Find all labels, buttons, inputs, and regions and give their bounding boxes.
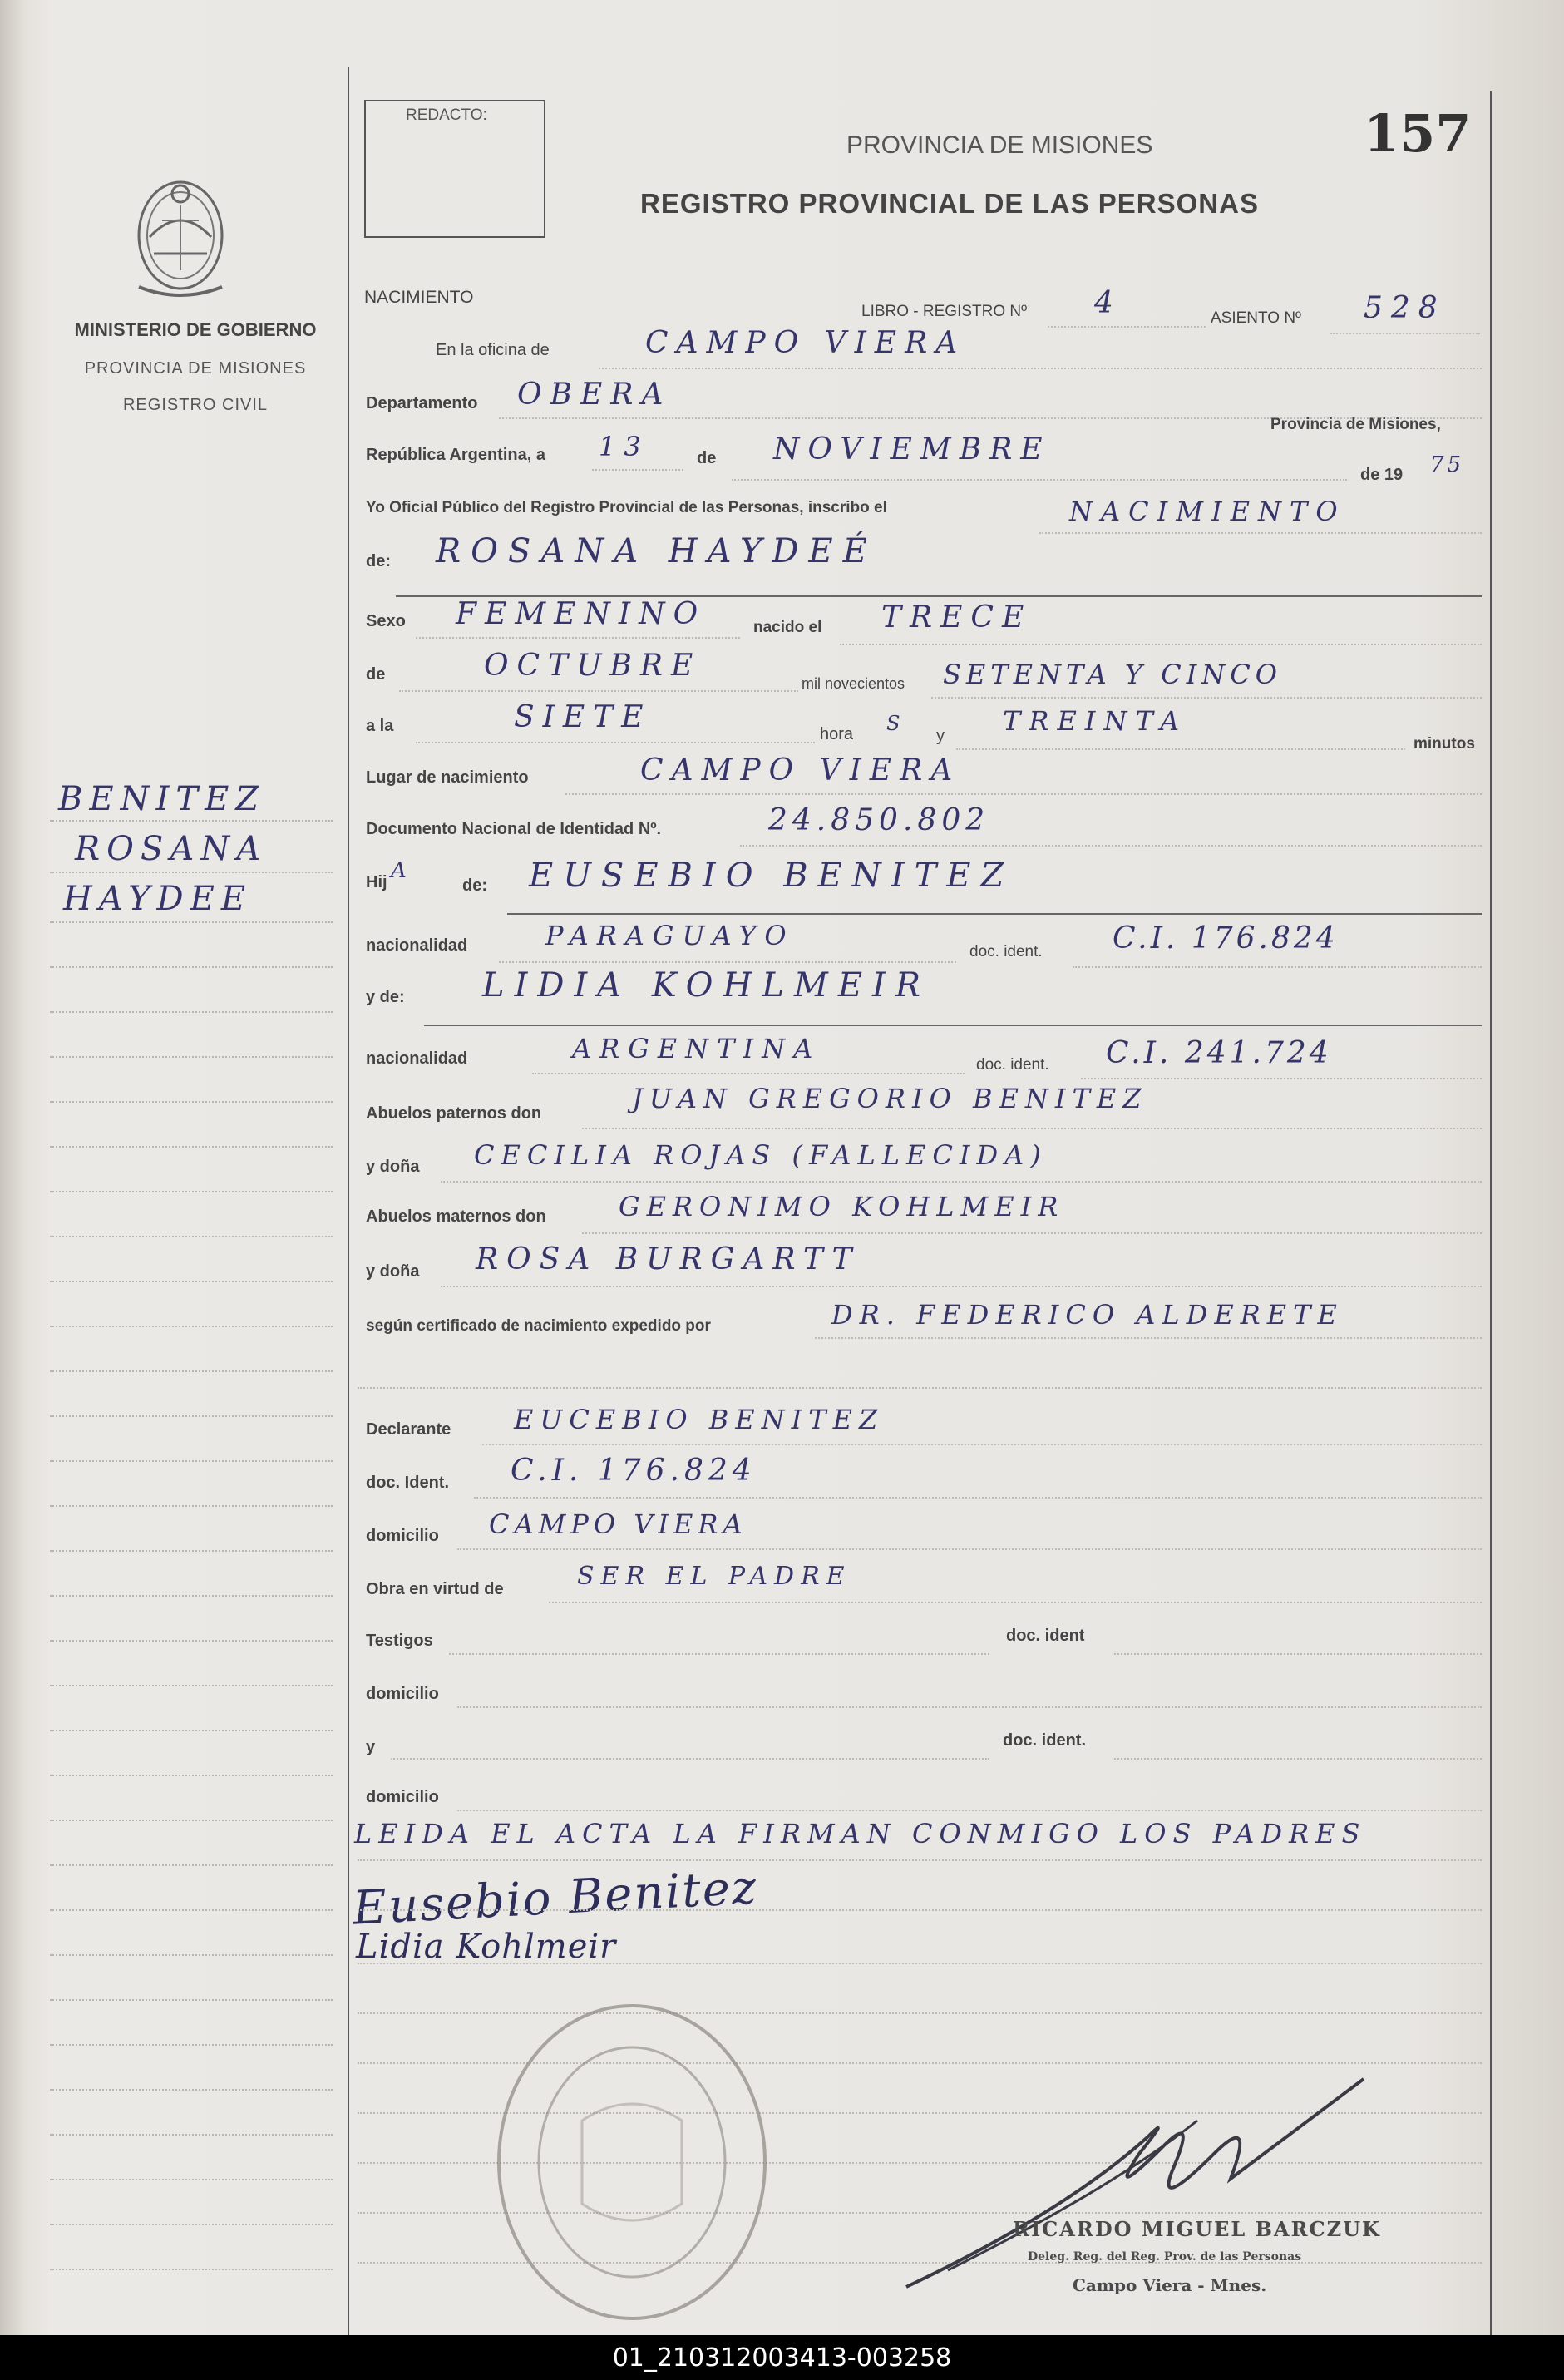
header-province: PROVINCIA DE MISIONES: [846, 131, 1153, 159]
doc-ident-madre-label: doc. ident.: [976, 1056, 1049, 1074]
header-registry-title: REGISTRO PROVINCIAL DE LAS PERSONAS: [640, 188, 1259, 219]
domicilio-declarante-label: domicilio: [366, 1527, 439, 1545]
nacimiento-label: NACIMIENTO: [364, 288, 474, 307]
margin-rule: [50, 1505, 333, 1507]
rule: [457, 1548, 1482, 1550]
margin-rule: [50, 1011, 333, 1013]
margin-rule: [50, 1595, 333, 1597]
hij-suffix-value: A: [391, 858, 412, 883]
y-label: y: [936, 727, 945, 745]
margin-rule: [50, 1146, 333, 1148]
anio-nacimiento-value: SETENTA Y CINCO: [943, 659, 1282, 690]
rule: [840, 644, 1482, 645]
left-border-rule: [348, 67, 349, 2337]
margin-rule: [50, 1101, 333, 1103]
rule: [599, 368, 1482, 369]
sexo-value: FEMENINO: [456, 597, 707, 631]
margin-rule: [50, 1415, 333, 1417]
y-dona-materna-label: y doña: [366, 1262, 420, 1281]
margin-rule: [50, 1056, 333, 1058]
rule: [582, 1232, 1482, 1234]
declarante-label: Declarante: [366, 1420, 451, 1439]
rule: [815, 1337, 1482, 1339]
page-number: 157: [1364, 103, 1472, 164]
rule: [565, 793, 1482, 795]
rule: [740, 845, 1482, 847]
margin-rule: [50, 1730, 333, 1731]
de-colon-label: de:: [366, 552, 391, 570]
declarante-value: EUCEBIO BENITEZ: [514, 1404, 885, 1435]
lugar-value: CAMPO VIERA: [640, 753, 961, 788]
official-location: Campo Viera - Mnes.: [1073, 2275, 1267, 2295]
rule: [732, 479, 1347, 481]
rule: [1114, 1653, 1482, 1655]
margin-rule: [50, 1550, 333, 1552]
oficina-label: En la oficina de: [436, 341, 550, 359]
domicilio-declarante-value: CAMPO VIERA: [489, 1508, 747, 1540]
rule: [358, 1909, 1482, 1911]
mes-value: NOVIEMBRE: [773, 432, 1051, 467]
margin-rule: [50, 1864, 333, 1866]
margin-rule: [50, 1775, 333, 1776]
mes-nacimiento-value: OCTUBRE: [484, 649, 702, 683]
abuela-materna-value: ROSA BURGARTT: [476, 1242, 861, 1276]
dni-value: 24.850.802: [768, 803, 990, 837]
official-name: RICARDO MIGUEL BARCZUK: [1013, 2217, 1381, 2241]
margin-rule: [50, 2179, 333, 2180]
anio-value: 75: [1430, 452, 1465, 477]
rule: [441, 1286, 1482, 1287]
margin-rule: [50, 1460, 333, 1462]
margin-rule: [50, 1954, 333, 1956]
rule: [582, 1128, 1482, 1129]
sexo-label: Sexo: [366, 612, 406, 630]
rule: [1081, 1078, 1482, 1079]
y-de-label: y de:: [366, 988, 405, 1006]
acto-value: NACIMIENTO: [1069, 496, 1346, 527]
nacionalidad-madre-label: nacionalidad: [366, 1049, 468, 1068]
margin-rule: [50, 872, 333, 873]
margin-rule: [50, 1281, 333, 1282]
margin-rule: [50, 966, 333, 968]
rule: [1330, 333, 1480, 334]
rule: [457, 1706, 1482, 1708]
rule: [499, 961, 956, 963]
obra-label: Obra en virtud de: [366, 1580, 504, 1598]
nacionalidad-padre-value: PARAGUAYO: [545, 920, 795, 951]
yo-oficial-label: Yo Oficial Público del Registro Provincial de las Personas, inscribo el: [366, 499, 887, 516]
minutos-label: minutos: [1414, 735, 1475, 753]
rule: [474, 1497, 1482, 1499]
margin-annotation-name: ROSANA: [75, 830, 268, 868]
de19-label: de 19: [1360, 466, 1404, 484]
departamento-value: OBERA: [517, 378, 672, 412]
margin-rule: [50, 820, 333, 822]
madre-value: LIDIA KOHLMEIR: [482, 966, 930, 1005]
rule: [457, 1810, 1482, 1811]
province-crest-icon: [125, 170, 236, 304]
lugar-label: Lugar de nacimiento: [366, 768, 529, 787]
rule: [1114, 1758, 1482, 1760]
a-la-label: a la: [366, 717, 394, 735]
domicilio-testigo2-label: domicilio: [366, 1788, 439, 1806]
asiento-value: 528: [1364, 291, 1446, 325]
margin-rule: [50, 2269, 333, 2270]
doc-padre-value: C.I. 176.824: [1113, 921, 1339, 955]
right-border-rule: [1490, 91, 1492, 2337]
margin-rule: [50, 1820, 333, 1821]
rule: [507, 913, 1482, 915]
libro-value: 4: [1094, 286, 1122, 320]
margin-rule: [50, 1999, 333, 2001]
ministry-label: MINISTERIO DE GOBIERNO: [74, 319, 317, 340]
hora-extra-value: S: [886, 712, 905, 735]
rule: [1073, 966, 1482, 968]
minutos-value: TREINTA: [1003, 705, 1188, 737]
margin-rule: [50, 1236, 333, 1237]
margin-annotation-name2: HAYDEE: [63, 880, 253, 918]
segun-label: según certificado de nacimiento expedido por: [366, 1317, 711, 1335]
image-identifier: 01_210312003413-003258: [612, 2343, 952, 2373]
abuelo-paterno-value: JUAN GREGORIO BENITEZ: [632, 1083, 1148, 1114]
nacionalidad-madre-value: ARGENTINA: [572, 1033, 821, 1064]
margin-rule: [50, 2089, 333, 2091]
mil-novecientos-label: mil novecientos: [802, 675, 905, 692]
hij-label: Hij: [366, 873, 387, 891]
signature-mother: Lidia Kohlmeir: [356, 1928, 617, 1966]
registry-seal-icon: [491, 1996, 773, 2328]
margin-rule: [50, 2044, 333, 2046]
hij-de-label: de:: [462, 876, 487, 895]
dia-value: 13: [599, 431, 649, 462]
y-testigo2-label: y: [366, 1738, 376, 1756]
rule: [358, 1387, 1482, 1389]
padre-value: EUSEBIO BENITEZ: [529, 857, 1014, 895]
margin-rule: [50, 1191, 333, 1192]
oficina-value: CAMPO VIERA: [645, 326, 966, 360]
hora-value: SIETE: [514, 700, 652, 734]
rule: [416, 637, 740, 639]
rule: [358, 1963, 1482, 1964]
rule: [449, 1653, 989, 1655]
certificado-value: DR. FEDERICO ALDERETE: [831, 1299, 1344, 1331]
margin-rule: [50, 1909, 333, 1911]
margin-rule: [50, 1370, 333, 1372]
asiento-label: ASIENTO Nº: [1211, 309, 1301, 327]
civil-registry-label: REGISTRO CIVIL: [122, 396, 269, 414]
margin-rule: [50, 2224, 333, 2225]
rule: [1048, 326, 1206, 328]
abuelos-maternos-label: Abuelos maternos don: [366, 1207, 546, 1226]
nombre-value: ROSANA HAYDEÉ: [436, 532, 877, 570]
domicilio-testigo1-label: domicilio: [366, 1685, 439, 1703]
rule: [931, 697, 1482, 699]
signature-father: Eusebio Benitez: [351, 1860, 759, 1936]
provincia-misiones-label: Provincia de Misiones,: [1270, 416, 1441, 433]
rule: [482, 1444, 1482, 1445]
nacionalidad-padre-label: nacionalidad: [366, 936, 468, 955]
departamento-label: Departamento: [366, 394, 478, 412]
doc-ident-declarante-label: doc. Ident.: [366, 1474, 449, 1492]
de-mes-label: de: [366, 665, 386, 684]
image-identifier-bar: [0, 2335, 1564, 2380]
hora-label: hora: [820, 725, 854, 743]
doc-declarante-value: C.I. 176.824: [511, 1454, 757, 1488]
rule: [416, 742, 815, 743]
rule: [391, 1758, 989, 1760]
redacto-label: REDACTO:: [406, 106, 487, 124]
margin-rule: [50, 921, 333, 923]
rule: [399, 690, 798, 692]
rule: [532, 1073, 965, 1074]
official-title: Deleg. Reg. del Reg. Prov. de las Personas: [1028, 2250, 1302, 2264]
doc-ident-padre-label: doc. ident.: [969, 943, 1043, 960]
libro-label: LIBRO - REGISTRO Nº: [861, 303, 1028, 320]
margin-province-label: PROVINCIA DE MISIONES: [84, 359, 307, 378]
margin-rule: [50, 1685, 333, 1686]
rule: [592, 469, 683, 471]
rule: [424, 1025, 1482, 1026]
rule: [956, 748, 1405, 750]
rule: [441, 1181, 1482, 1183]
abuelos-paternos-label: Abuelos paternos don: [366, 1104, 542, 1123]
rule: [358, 1859, 1482, 1861]
nacido-el-value: TRECE: [881, 600, 1033, 635]
margin-rule: [50, 1640, 333, 1642]
rule: [1039, 532, 1482, 534]
margin-rule: [50, 2134, 333, 2136]
nacido-el-label: nacido el: [753, 619, 822, 636]
de-label: de: [697, 449, 717, 467]
documento-label: Documento Nacional de Identidad Nº.: [366, 820, 662, 838]
testigos-label: Testigos: [366, 1632, 433, 1650]
redacto-box: [364, 100, 545, 238]
doc-ident-testigo1-label: doc. ident: [1006, 1627, 1085, 1645]
y-dona-paterna-label: y doña: [366, 1158, 420, 1176]
margin-rule: [50, 1326, 333, 1327]
republica-label: República Argentina, a: [366, 446, 545, 464]
doc-madre-value: C.I. 241.724: [1106, 1036, 1332, 1070]
abuela-paterna-value: CECILIA ROJAS (FALLECIDA): [474, 1139, 1048, 1171]
margin-annotation-surname: BENITEZ: [58, 780, 266, 818]
doc-ident-testigo2-label: doc. ident.: [1003, 1731, 1086, 1750]
leida-statement: LEIDA EL ACTA LA FIRMAN CONMIGO LOS PADRES: [354, 1818, 1367, 1849]
obra-value: SER EL PADRE: [577, 1562, 851, 1591]
rule: [549, 1602, 1482, 1603]
abuelo-materno-value: GERONIMO KOHLMEIR: [619, 1191, 1065, 1222]
